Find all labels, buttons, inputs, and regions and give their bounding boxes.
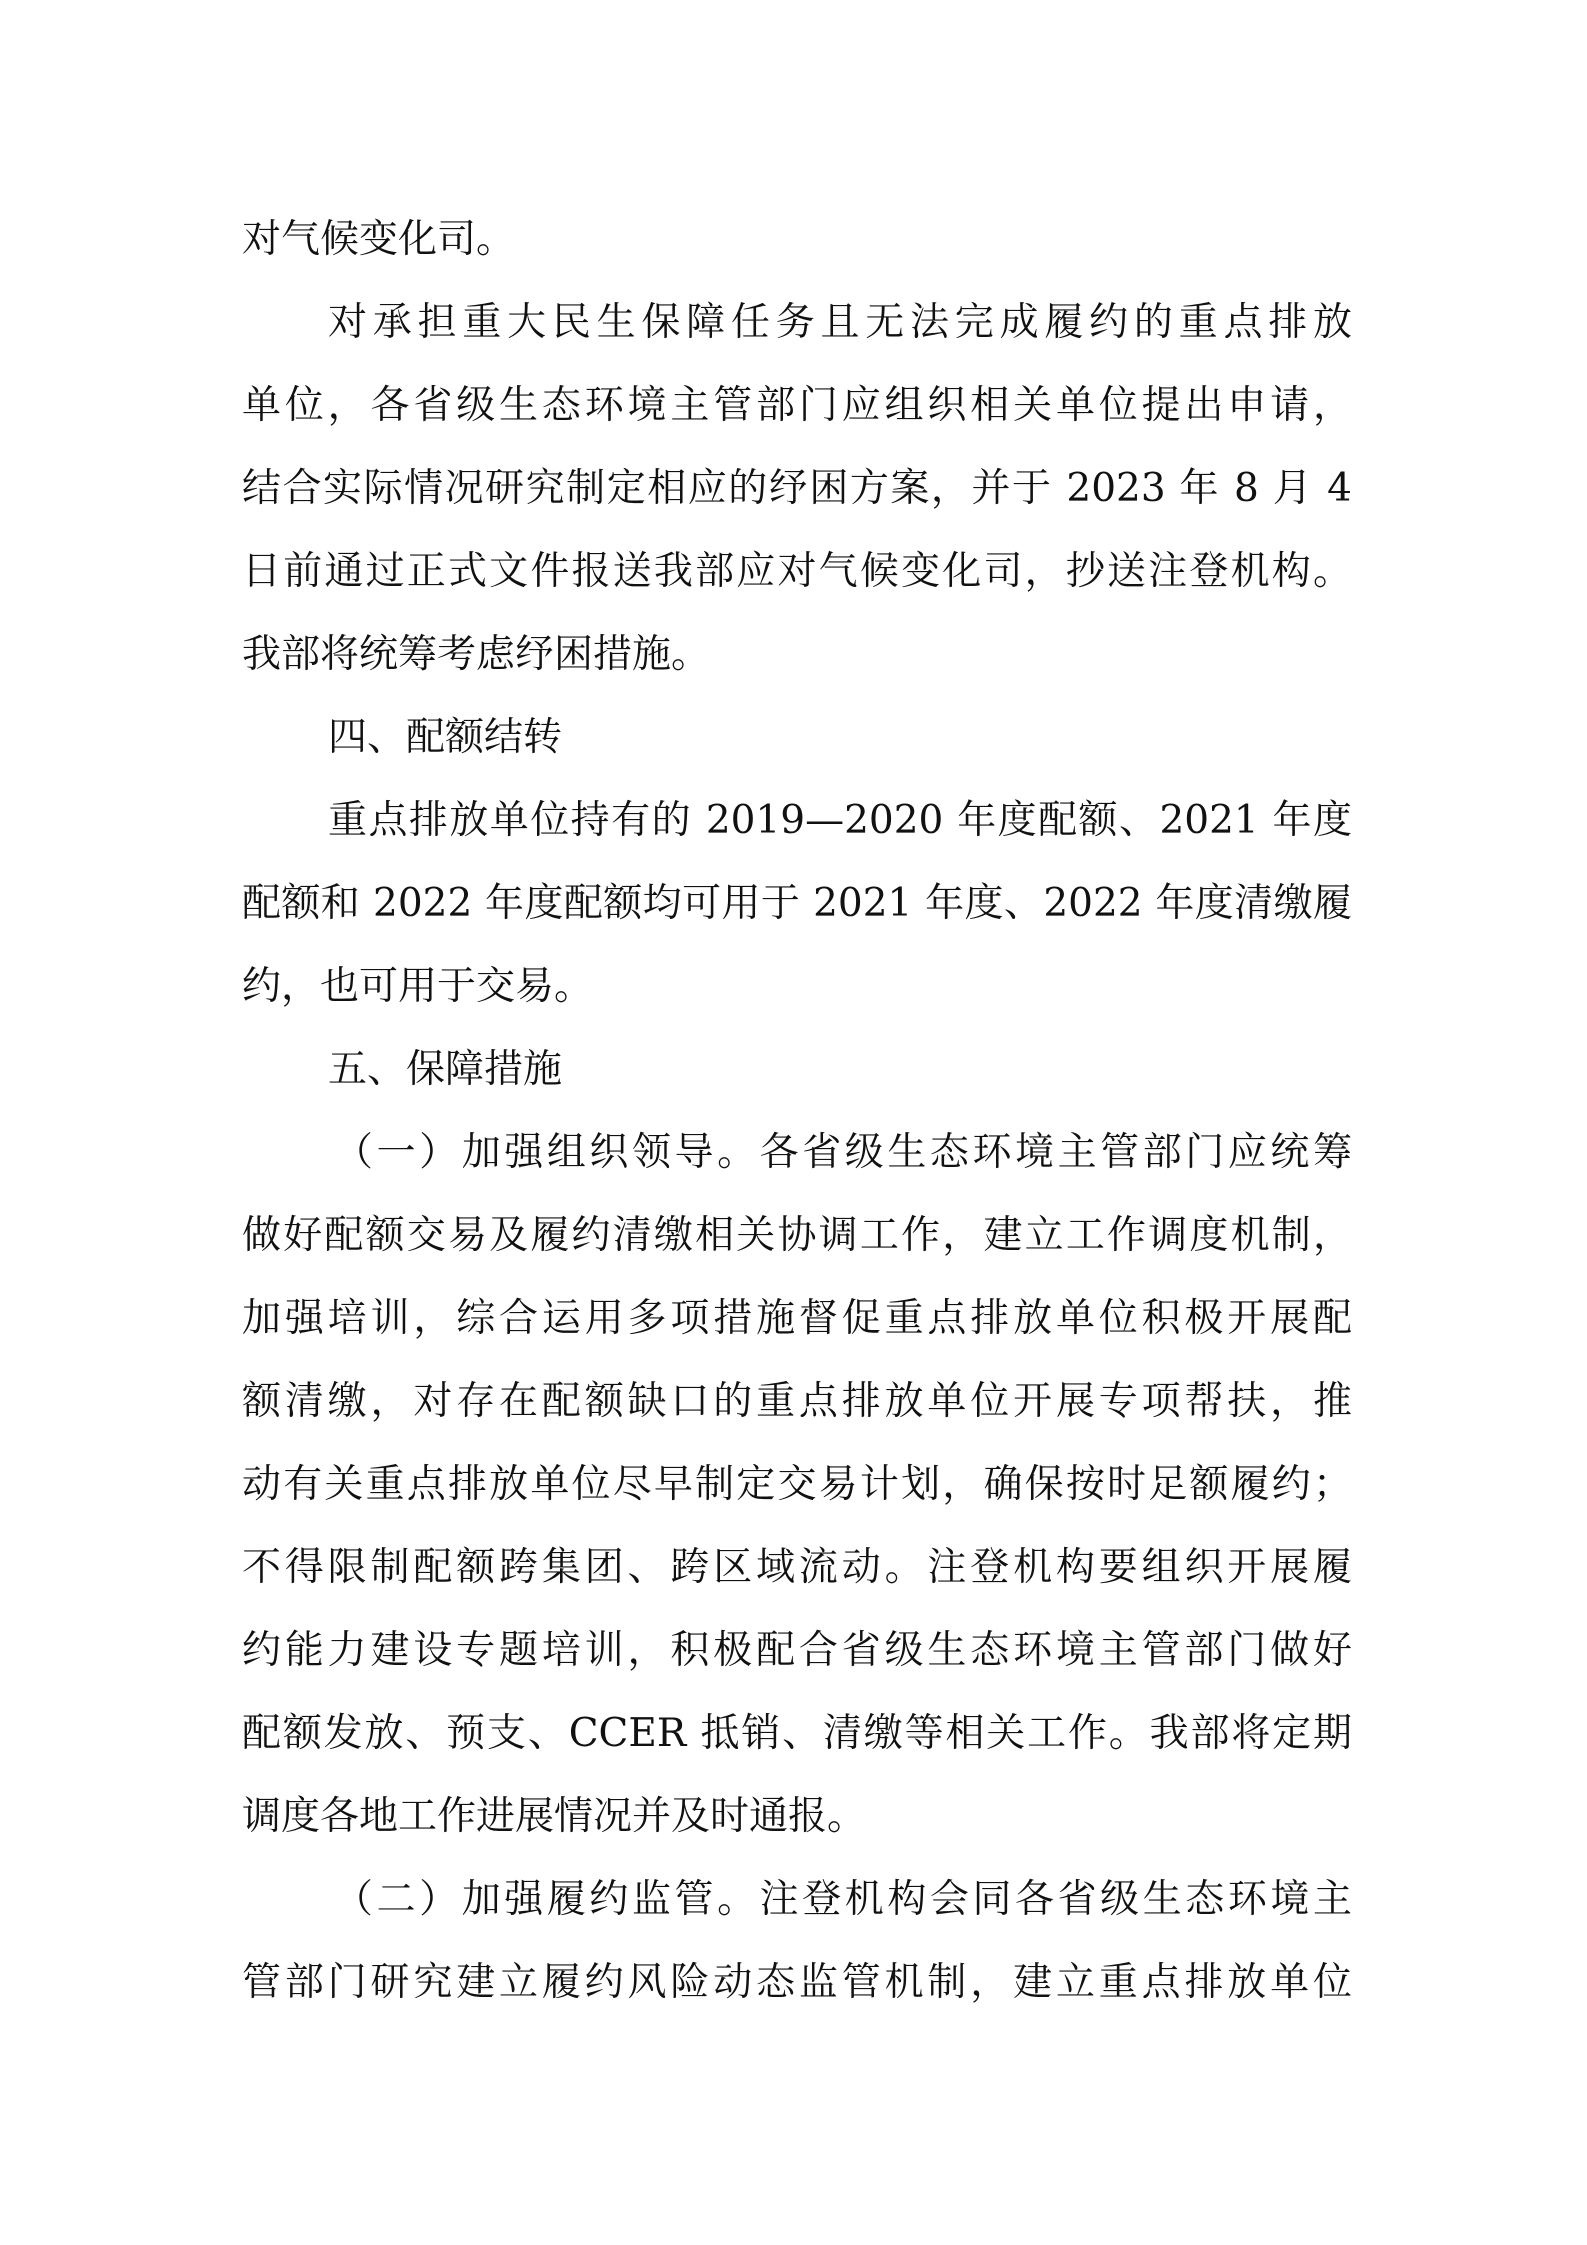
text-line: 调度各地工作进展情况并及时通报。 xyxy=(242,1794,867,1839)
section-heading: 四、配额结转 xyxy=(328,715,563,760)
text-line: 结合实际情况研究制定相应的纾困方案，并于 2023 年 8 月 4 xyxy=(242,466,1352,511)
text-line: 约能力建设专题培训，积极配合省级生态环境主管部门做好 xyxy=(242,1628,1352,1673)
text-line: 加强培训，综合运用多项措施督促重点排放单位积极开展配 xyxy=(242,1296,1352,1341)
text-line: 日前通过正式文件报送我部应对气候变化司，抄送注登机构。 xyxy=(242,549,1352,594)
text-line: 做好配额交易及履约清缴相关协调工作，建立工作调度机制， xyxy=(242,1213,1352,1258)
text-line: 我部将统筹考虑纾困措施。 xyxy=(242,632,711,677)
text-line: 单位，各省级生态环境主管部门应组织相关单位提出申请， xyxy=(242,383,1352,428)
paragraph-start-line: 重点排放单位持有的 2019—2020 年度配额、2021 年度 xyxy=(328,798,1352,843)
text-line: 对气候变化司。 xyxy=(242,217,516,262)
paragraph-start-line: （二）加强履约监管。注登机构会同各省级生态环境主 xyxy=(334,1877,1352,1922)
paragraph-start-line: （一）加强组织领导。各省级生态环境主管部门应统筹 xyxy=(334,1130,1352,1175)
text-line: 动有关重点排放单位尽早制定交易计划，确保按时足额履约； xyxy=(242,1462,1352,1507)
section-heading: 五、保障措施 xyxy=(328,1047,563,1092)
text-line: 额清缴，对存在配额缺口的重点排放单位开展专项帮扶，推 xyxy=(242,1379,1352,1424)
text-line: 配额发放、预支、CCER 抵销、清缴等相关工作。我部将定期 xyxy=(242,1711,1352,1756)
paragraph-start-line: 对承担重大民生保障任务且无法完成履约的重点排放 xyxy=(328,300,1352,345)
text-line: 约，也可用于交易。 xyxy=(242,964,594,1009)
text-line: 配额和 2022 年度配额均可用于 2021 年度、2022 年度清缴履 xyxy=(242,881,1352,926)
text-line: 不得限制配额跨集团、跨区域流动。注登机构要组织开展履 xyxy=(242,1545,1352,1590)
text-line: 管部门研究建立履约风险动态监管机制，建立重点排放单位 xyxy=(242,1960,1352,2005)
